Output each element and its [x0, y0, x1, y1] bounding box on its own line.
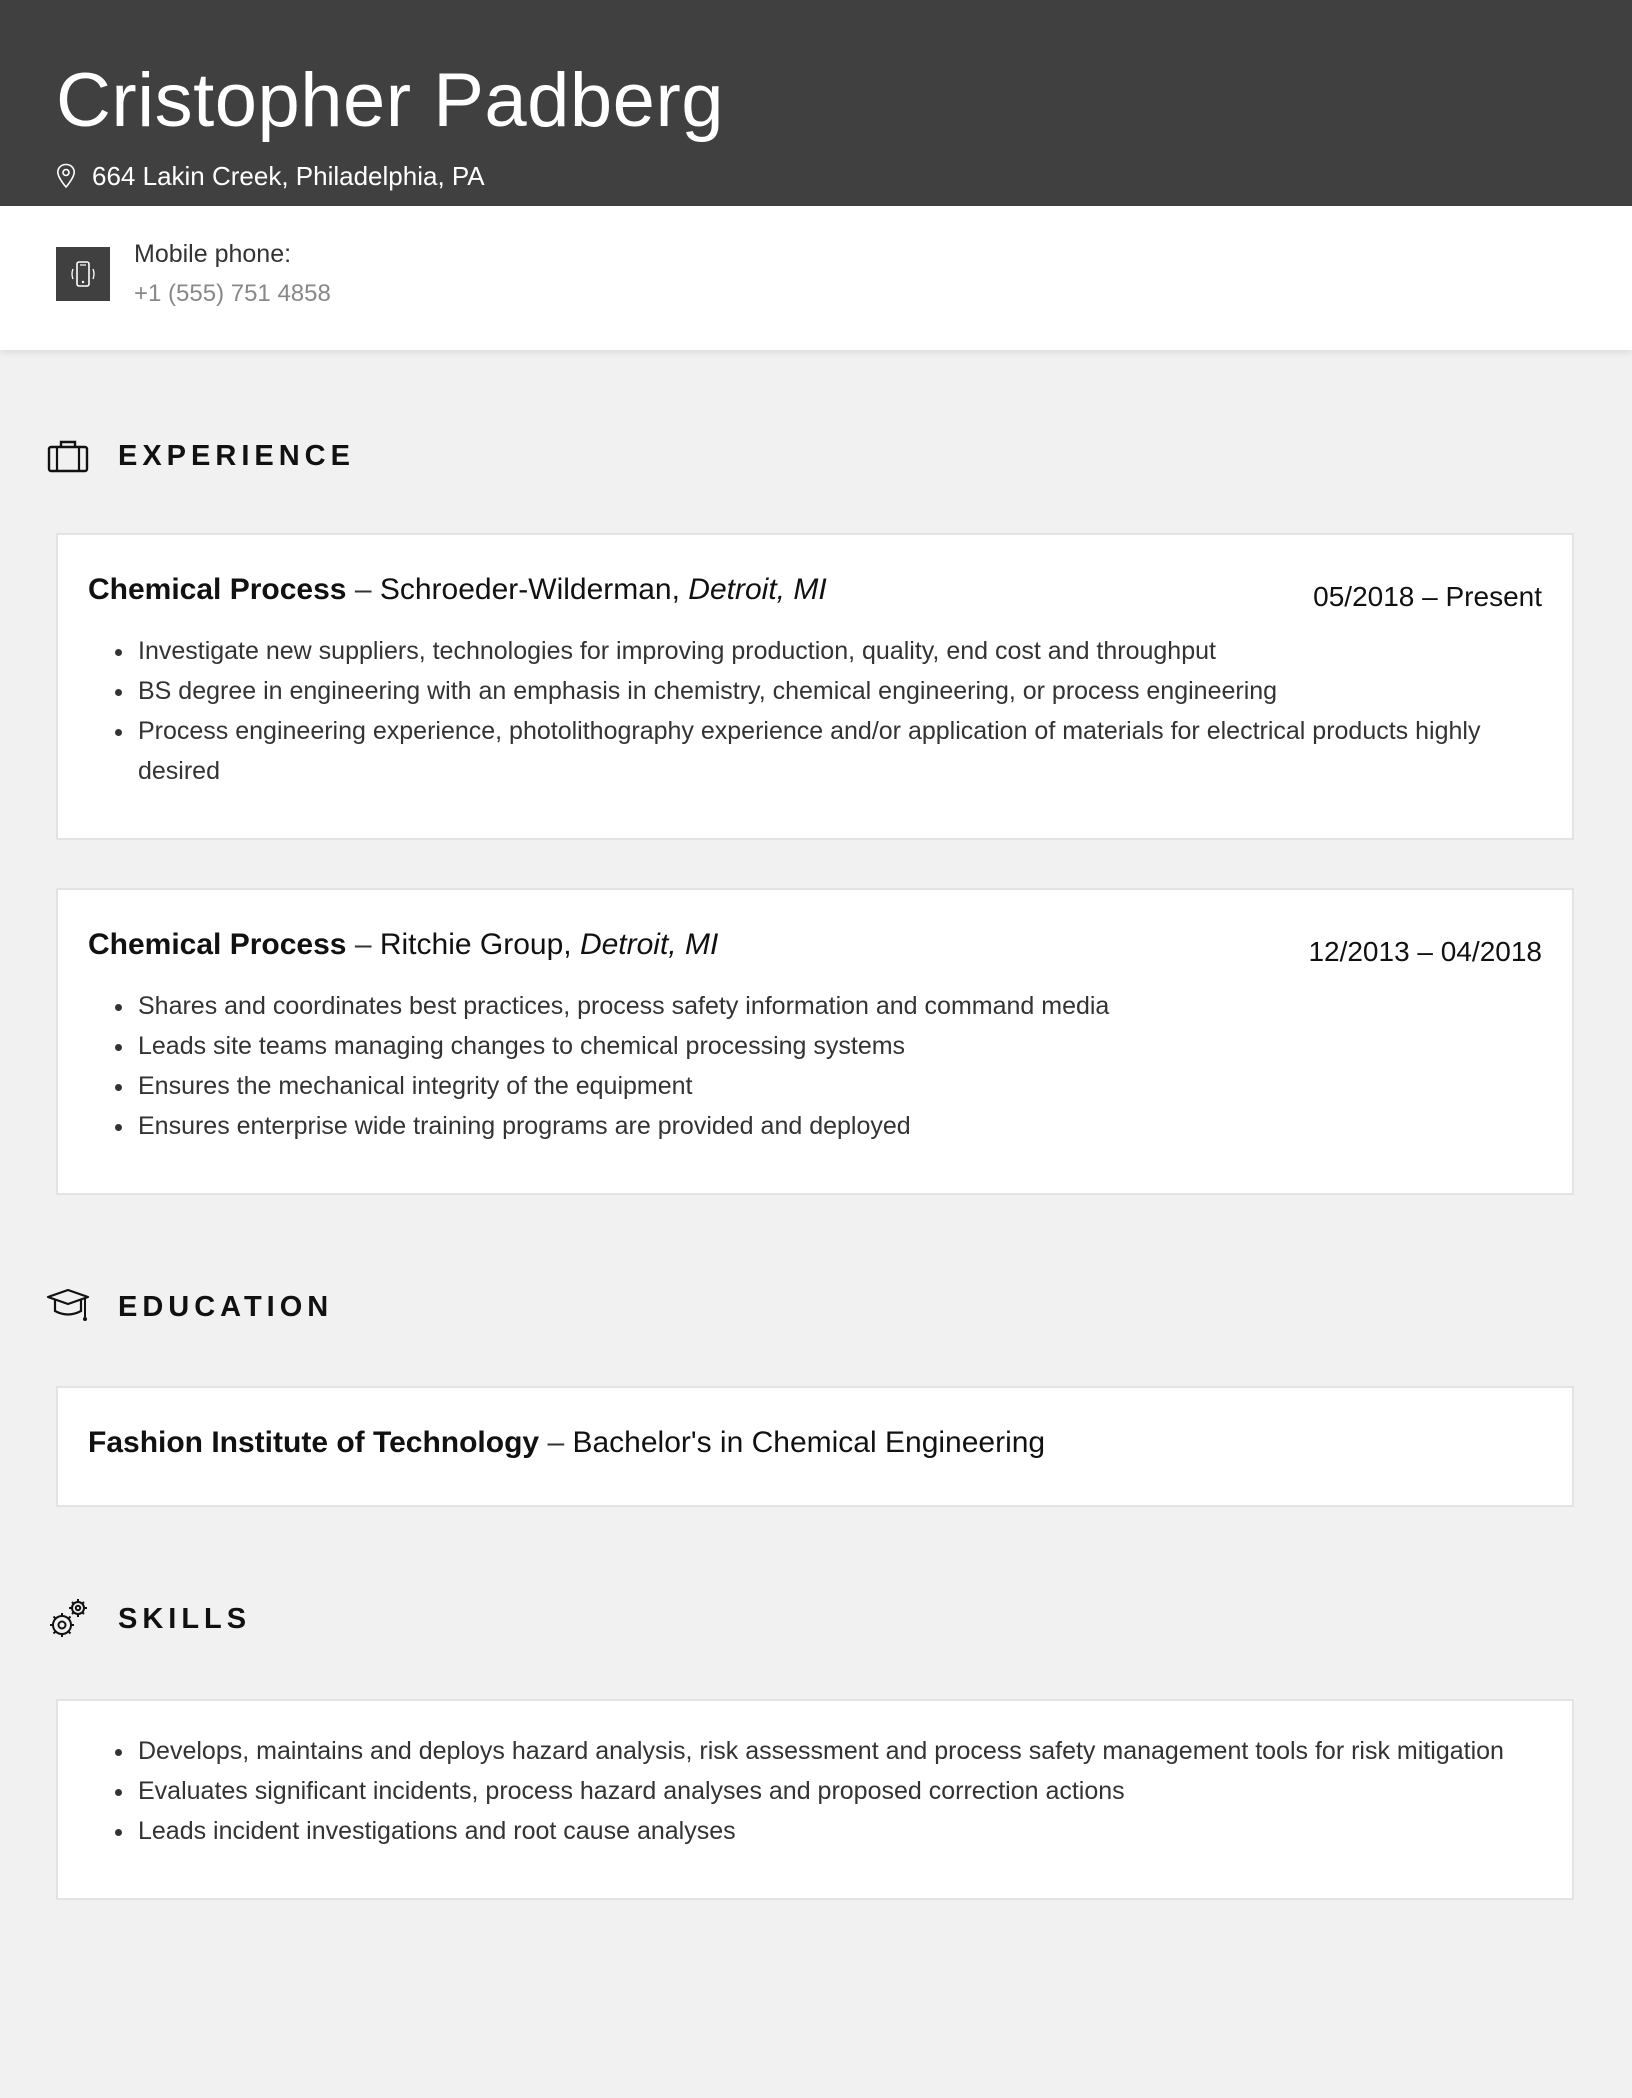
job-heading — [88, 928, 718, 962]
list-item: • Develops, maintains and deploys hazard analysis, risk assessment and process safety management tools for risk mitigation — [136, 1731, 1522, 1771]
skills-card — [56, 1699, 1574, 1900]
list-item: • Process engineering experience, photolithography experience and/or application of materials for electrical products highly desired — [136, 711, 1522, 791]
list-item: • Leads incident investigations and root cause analyses — [136, 1811, 1522, 1851]
list-item: • Evaluates significant incidents, process hazard analyses and proposed correction actions — [136, 1771, 1522, 1811]
job-bullets — [106, 986, 1522, 1146]
experience-title: EXPERIENCE — [118, 439, 355, 472]
skills-list — [106, 1731, 1522, 1851]
company-name: Ritchie Group, — [379, 928, 572, 961]
job-role: Chemical Process — [88, 928, 347, 961]
list-item: • Investigate new suppliers, technologies for improving production, quality, end cost and throughput — [136, 631, 1522, 671]
graduation-cap-icon — [46, 1287, 90, 1327]
resume-header — [0, 0, 1632, 206]
experience-card — [56, 533, 1574, 840]
phone-label: Mobile phone: — [134, 240, 292, 268]
school-name: Fashion Institute of Technology — [88, 1426, 540, 1459]
degree: Bachelor's in Chemical Engineering — [572, 1426, 1046, 1459]
address-row — [56, 156, 485, 196]
skills-title: SKILLS — [118, 1602, 252, 1635]
map-pin-icon — [56, 163, 76, 189]
list-item: • Shares and coordinates best practices, process safety information and command media — [136, 986, 1522, 1026]
list-item: • Leads site teams managing changes to chemical processing systems — [136, 1026, 1522, 1066]
job-bullets — [106, 631, 1522, 791]
company-name: Schroeder-Wilderman, — [379, 573, 680, 606]
education-title: EDUCATION — [118, 1290, 334, 1323]
list-item: • Ensures enterprise wide training programs are provided and deployed — [136, 1106, 1522, 1146]
job-heading — [88, 573, 827, 607]
phone-number: +1 (555) 751 4858 — [134, 280, 331, 307]
job-dates: 05/2018 – Present — [1313, 581, 1542, 612]
separator: – — [346, 928, 380, 961]
list-item: • Ensures the mechanical integrity of the equipment — [136, 1066, 1522, 1106]
briefcase-icon — [46, 438, 90, 474]
phone-icon-box — [56, 247, 110, 301]
experience-card — [56, 888, 1574, 1195]
separator: – — [539, 1426, 573, 1459]
list-item: • BS degree in engineering with an emphasis in chemistry, chemical engineering, or process engineering — [136, 671, 1522, 711]
separator: – — [346, 573, 380, 606]
education-heading — [46, 1285, 333, 1329]
education-entry — [88, 1426, 1045, 1460]
gears-icon — [46, 1597, 90, 1641]
experience-heading — [46, 434, 355, 478]
address-text: 664 Lakin Creek, Philadelphia, PA — [92, 160, 485, 191]
candidate-name: Cristopher Padberg — [56, 58, 725, 143]
contact-bar — [0, 206, 1632, 350]
job-role: Chemical Process — [88, 573, 347, 606]
skills-heading — [46, 1597, 251, 1641]
job-location: Detroit, MI — [579, 928, 719, 961]
mobile-phone-icon — [66, 257, 100, 291]
job-location: Detroit, MI — [688, 573, 827, 606]
job-dates: 12/2013 – 04/2018 — [1308, 936, 1542, 967]
education-card — [56, 1386, 1574, 1507]
